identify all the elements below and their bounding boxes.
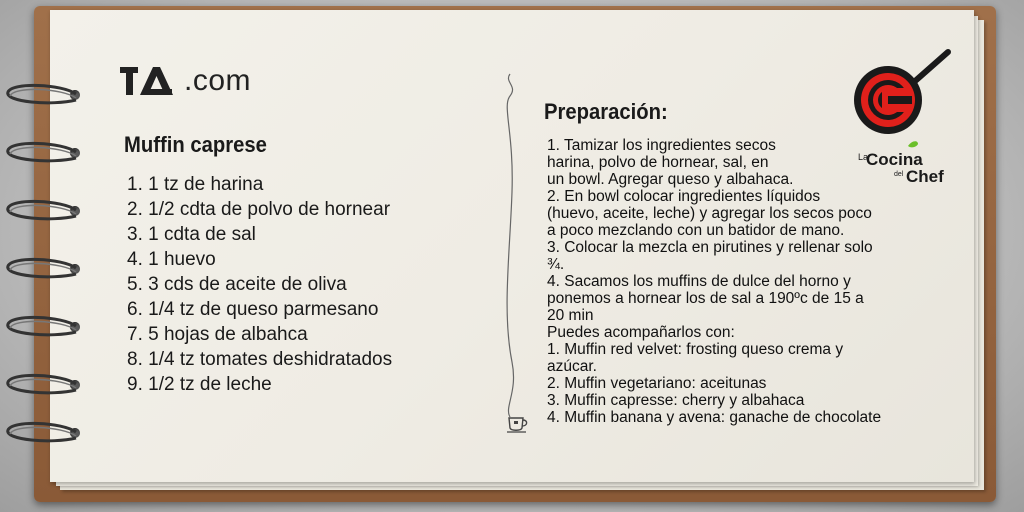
site-domain: .com bbox=[184, 64, 252, 97]
spiral-ring-icon bbox=[2, 140, 78, 168]
ingredient-item: 4. 1 huevo bbox=[127, 249, 216, 270]
step-line: 1. Muffin red velvet: frosting queso crema y bbox=[547, 341, 844, 358]
step-line: 20 min bbox=[547, 307, 594, 324]
ingredient-item: 3. 1 cdta de sal bbox=[127, 224, 256, 245]
spiral-ring-icon bbox=[2, 314, 78, 342]
step-line: 3. Muffin capresse: cherry y albahaca bbox=[547, 392, 805, 409]
step-line: Puedes acompañarlos con: bbox=[547, 324, 735, 341]
step-line: azúcar. bbox=[547, 358, 597, 375]
ingredient-item: 1. 1 tz de harina bbox=[127, 174, 264, 195]
step-line: un bowl. Agregar queso y albahaca. bbox=[547, 171, 794, 188]
tea-cup-icon bbox=[506, 414, 530, 434]
spiral-ring-icon bbox=[2, 198, 78, 226]
logo-chef-text: Chef bbox=[906, 167, 944, 186]
logo-del-text: del bbox=[894, 171, 904, 178]
cocina-del-chef-logo bbox=[852, 48, 956, 188]
spiral-ring-icon bbox=[2, 420, 78, 448]
step-line: 3. Colocar la mezcla en pirutines y rellenar solo bbox=[547, 239, 873, 256]
site-logo[interactable] bbox=[120, 64, 251, 98]
ingredient-item: 7. 5 hojas de albahca bbox=[127, 324, 308, 345]
step-line: 4. Muffin banana y avena: ganache de chocolate bbox=[547, 409, 882, 426]
step-line: (huevo, aceite, leche) y agregar los secos poco bbox=[547, 205, 872, 222]
ingredient-list bbox=[127, 172, 392, 397]
logo-cocina-text: Cocina bbox=[866, 150, 923, 169]
step-line: a poco mezclando con un batidor de mano. bbox=[547, 222, 845, 239]
step-line: ponemos a hornear los de sal a 190ºc de 15 a bbox=[547, 290, 864, 307]
logo-la-text: La bbox=[858, 152, 869, 162]
brand-mark-icon bbox=[120, 64, 182, 98]
ingredient-item: 8. 1/4 tz tomates deshidratados bbox=[127, 349, 393, 370]
step-line: harina, polvo de hornear, sal, en bbox=[547, 154, 769, 171]
recipe-title: Muffin caprese bbox=[124, 132, 267, 157]
spiral-ring-icon bbox=[2, 82, 78, 110]
steam-divider bbox=[496, 72, 526, 442]
step-line: ¾. bbox=[547, 256, 565, 273]
ingredient-item: 5. 3 cds de aceite de oliva bbox=[127, 274, 347, 295]
spiral-ring-icon bbox=[2, 372, 78, 400]
step-line: 2. En bowl colocar ingredientes líquidos bbox=[547, 188, 821, 205]
ingredient-item: 9. 1/2 tz de leche bbox=[127, 374, 272, 395]
step-line: 1. Tamizar los ingredientes secos bbox=[547, 137, 776, 154]
ingredient-item: 6. 1/4 tz de queso parmesano bbox=[127, 299, 379, 320]
step-line: 2. Muffin vegetariano: aceitunas bbox=[547, 375, 767, 392]
ingredient-item: 2. 1/2 cdta de polvo de hornear bbox=[127, 199, 391, 220]
preparation-title: Preparación: bbox=[544, 99, 668, 124]
leaf-icon bbox=[908, 141, 918, 147]
step-line: 4. Sacamos los muffins de dulce del horno y bbox=[547, 273, 851, 290]
spiral-ring-icon bbox=[2, 256, 78, 284]
